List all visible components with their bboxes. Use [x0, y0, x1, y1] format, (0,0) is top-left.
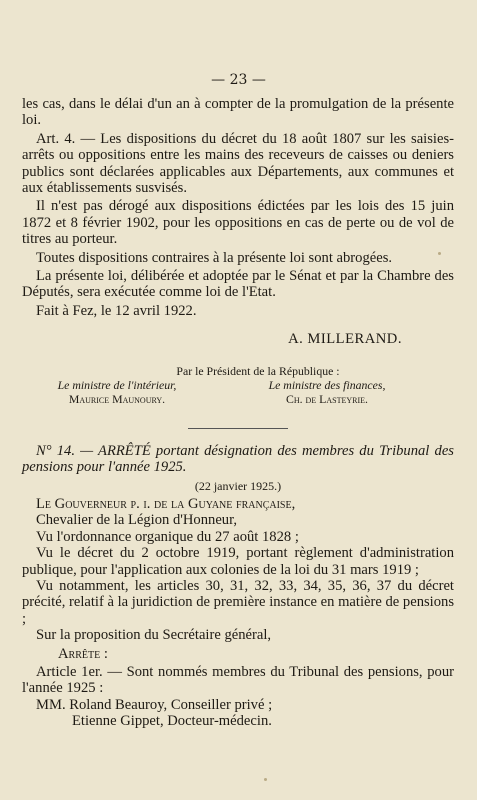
paragraph-abrogation: Toutes dispositions contraires à la présente loi sont abrogées. [36, 249, 393, 266]
arrete-chevalier: Chevalier de la Légion d'Honneur, [36, 512, 238, 529]
paper-speck [264, 778, 267, 781]
arrete-article-1: Article 1er. — Sont nommés membres du Tribunal des pensions, pour l'année 1925 : [22, 663, 454, 697]
arrete-label: Arrête : [58, 645, 108, 662]
finance-minister-title: Le ministre des finances, [268, 377, 386, 392]
section-divider [188, 428, 288, 429]
interior-minister-title: Le ministre de l'intérieur, [57, 377, 177, 392]
arrete-vu-articles: Vu notamment, les articles 30, 31, 32, 33, 34, 35, 36, 37 du décret précité, relatif à la juridiction de première instance en matière de pensions ; [22, 577, 454, 627]
interior-minister-name: Maurice Maunoury. [68, 391, 166, 406]
paragraph-place-date: Fait à Fez, le 12 avril 1922. [36, 302, 197, 319]
cosign-heading: Par le Président de la République : [176, 363, 340, 378]
page-body [22, 96, 454, 730]
president-signature: A. MILLERAND. [288, 331, 402, 348]
countersignatures [22, 364, 454, 408]
arrete-proposition: Sur la proposition du Secrétaire général, [36, 627, 272, 644]
arrete-date: (22 janvier 1925.) [194, 478, 282, 493]
arrete-title: N° 14. — ARRÊTÉ portant désignation des membres du Tribunal des pensions pour l'année 1925. [22, 442, 454, 476]
cosign-finance [232, 378, 422, 406]
member-item: Etienne Gippet, Docteur-médecin. [72, 713, 272, 730]
paragraph-article-4: Art. 4. — Les dispositions du décret du 18 août 1807 sur les saisies-arrêts ou oppositions entre les mains des receveurs de caisses ou deniers publics sont déclarées applicables aux Départements, aux communes et aux établissements susvisés. [22, 130, 454, 197]
cosign-interior [22, 378, 212, 406]
paper-speck [438, 252, 441, 255]
paragraph-continuation: les cas, dans le délai d'un an à compter de la promulgation de la présente loi. [22, 96, 454, 129]
paragraph-execution: La présente loi, délibérée et adoptée par le Sénat et par la Chambre des Députés, sera exécutée comme loi de l'Etat. [22, 268, 454, 301]
arrete-gouverneur: Le Gouverneur p. i. de la Guyane française, [36, 495, 296, 512]
member-item: MM. Roland Beauroy, Conseiller privé ; [36, 696, 273, 713]
member-list [22, 697, 454, 730]
arrete-vu-ordonnance: Vu l'ordonnance organique du 27 août 1828 ; [36, 528, 299, 545]
arrete-vu-decret: Vu le décret du 2 octobre 1919, portant règlement d'administration publique, pour l'application aux colonies de la loi du 31 mars 1919 ; [22, 545, 454, 578]
finance-minister-name: Ch. de Lasteyrie. [286, 391, 368, 406]
page-number: — 23 — [211, 72, 266, 88]
paragraph-derogation: Il n'est pas dérogé aux dispositions édictées par les lois des 15 juin 1872 et 8 février 1902, pour les oppositions en cas de perte ou de vol de titres au porteur. [22, 198, 454, 248]
